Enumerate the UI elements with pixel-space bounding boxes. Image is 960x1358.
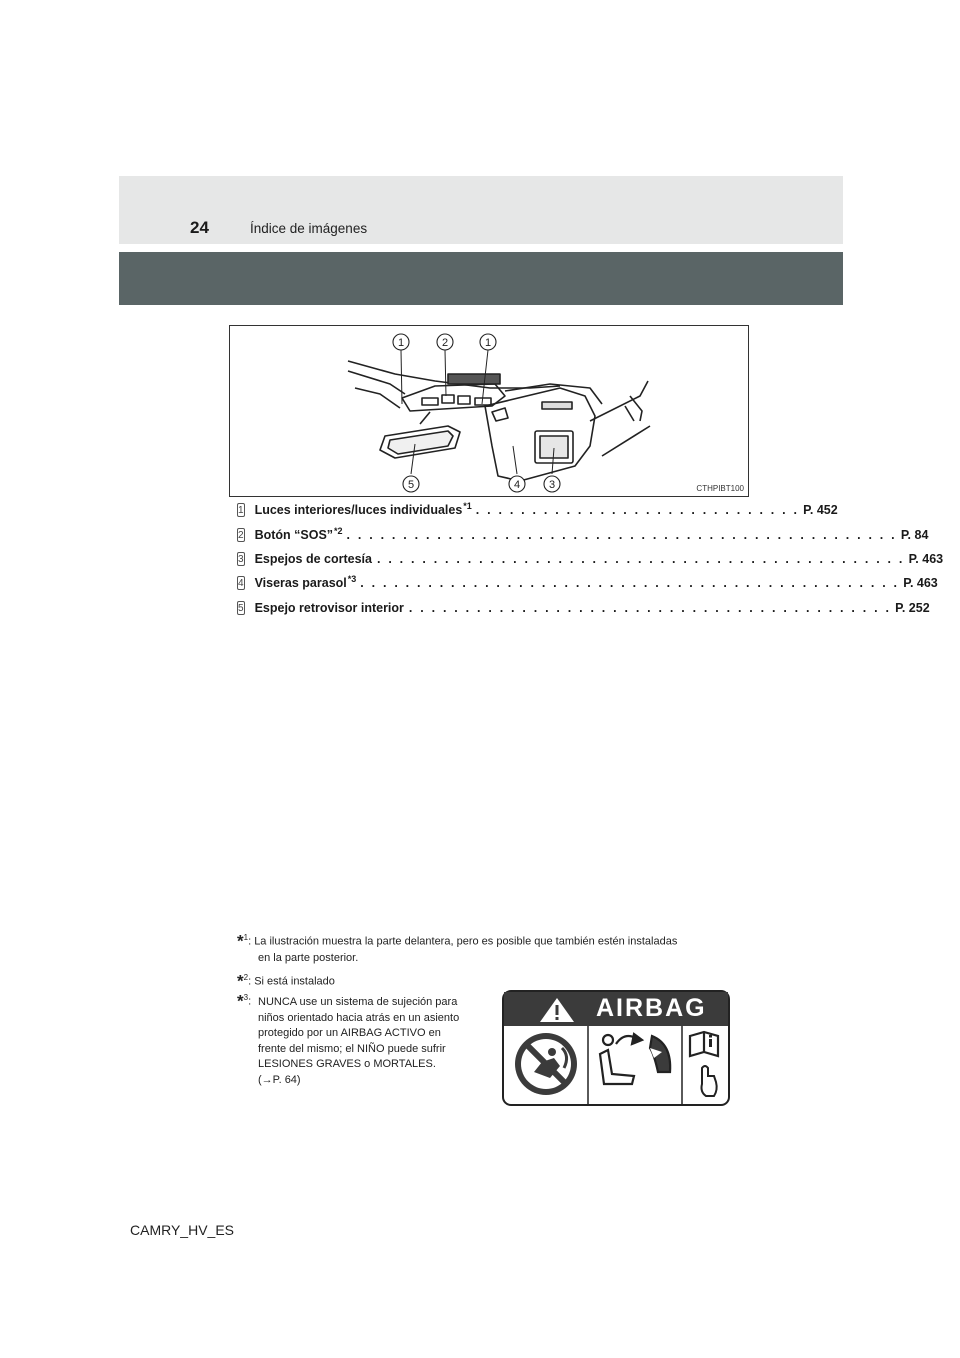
footnote-2: *$^2$: Si está instalado xyxy=(237,971,335,991)
child-seat-airbag-icon xyxy=(600,1034,670,1084)
entry-number: 1 xyxy=(238,504,244,516)
entry-label: Botón “SOS”$^{*2}$ xyxy=(254,526,343,543)
entry-label: Espejo retrovisor interior xyxy=(254,601,404,616)
figure-code: CTHPIBT100 xyxy=(696,484,744,493)
entry-number: 2 xyxy=(238,529,244,541)
callout-label: 1 xyxy=(397,337,405,349)
page-reference[interactable]: P. 463 xyxy=(908,552,944,567)
page-reference[interactable]: P. 452 xyxy=(803,503,838,518)
overhead-console-illustration xyxy=(229,325,749,497)
entry-number: 4 xyxy=(238,577,244,589)
footnote-1: *$^1$: La ilustración muestra la parte delantera, pero es posible que también estén instaladas xyxy=(237,931,678,951)
footnote-3-body: NUNCA use un sistema de sujeción para niños orientado hacia atrás en un asiento protegido por un AIRBAG ACTIVO en frente del mismo; el NIÑO puede sufrir LESIONES GRAVES o MORTALES. (→P. 64) xyxy=(258,996,460,1086)
index-entry xyxy=(237,550,944,568)
index-entry xyxy=(237,599,930,617)
page-reference[interactable]: P. 252 xyxy=(895,601,930,616)
warning-triangle-icon xyxy=(540,998,574,1022)
airbag-label-icons xyxy=(504,992,728,1104)
finger-icon xyxy=(702,1066,717,1096)
page-number: 24 xyxy=(190,218,209,237)
section-title: Índice de imágenes xyxy=(250,221,368,236)
index-entry xyxy=(237,526,929,544)
index-entry xyxy=(237,501,838,519)
callout-label: 5 xyxy=(407,479,415,491)
page-reference[interactable]: P. 84 xyxy=(900,528,929,543)
page-reference[interactable]: P. 463 xyxy=(903,576,938,591)
no-rear-facing-seat-icon xyxy=(515,1033,577,1095)
airbag-word: AIRBAG xyxy=(596,994,707,1022)
footnote-1-continued: en la parte posterior. xyxy=(258,952,359,964)
illustration-drawing xyxy=(230,326,748,496)
callout-label: 2 xyxy=(441,337,449,349)
entry-label: Viseras parasol$^{*3}$ xyxy=(254,574,357,591)
leader-dots: . . . . . . . . . . . . . . . . . . . . . . . . . . . . . . . . . . . . . . . . . . . . . . . . . xyxy=(346,528,897,543)
leader-dots: . . . . . . . . . . . . . . . . . . . . . . . . . . . . . . . . . . . . . . . . . . . xyxy=(408,601,892,616)
entry-number: 5 xyxy=(238,602,244,614)
entry-label: Espejos de cortesía xyxy=(254,552,372,567)
leader-dots: . . . . . . . . . . . . . . . . . . . . . . . . . . . . . . . . . . . . . . . . . . . . . . . xyxy=(376,552,905,567)
leader-dots: . . . . . . . . . . . . . . . . . . . . . . . . . . . . . . . . . . . . . . . . . . . . . . . . xyxy=(360,576,900,591)
dark-banner xyxy=(119,252,843,305)
entry-label: Luces interiores/luces individuales$^{*1}$ xyxy=(254,501,472,518)
document-code: CAMRY_HV_ES xyxy=(130,1222,235,1238)
leader-dots: . . . . . . . . . . . . . . . . . . . . . . . . . . . . . xyxy=(475,503,800,518)
footnote-3: *$^3$: xyxy=(237,991,252,1011)
airbag-warning-label xyxy=(502,990,730,1106)
manual-icon xyxy=(690,1032,718,1056)
header-band xyxy=(119,176,843,244)
callout-label: 1 xyxy=(484,337,492,349)
index-entry xyxy=(237,574,938,592)
callout-label: 3 xyxy=(548,479,556,491)
entry-number: 3 xyxy=(238,553,244,565)
callout-label: 4 xyxy=(513,479,521,491)
